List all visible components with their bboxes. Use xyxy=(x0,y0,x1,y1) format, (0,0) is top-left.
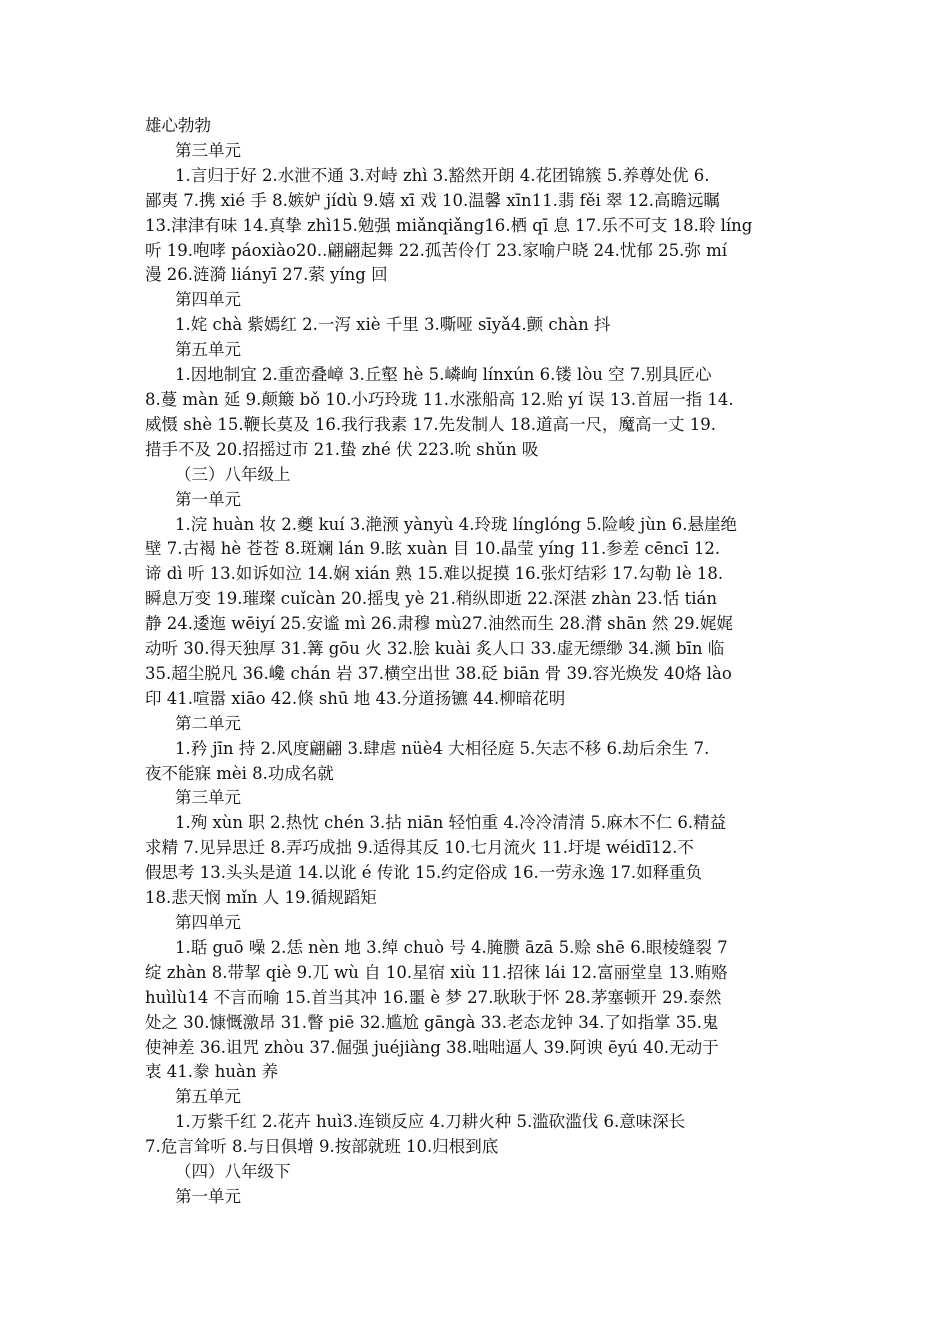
text-line: 1.矜 jīn 持 2.风度翩翩 3.肆虐 nüè4 大相径庭 5.矢志不移 6.劫后余生 7. xyxy=(175,738,710,758)
text-line: 瞬息万变 19.璀璨 cuǐcàn 20.摇曳 yè 21.稍纵即逝 22.深湛 zhàn 23.恬 tián xyxy=(145,589,717,609)
text-line: 1.浣 huàn 妆 2.夔 kuí 3.滟滪 yànyù 4.玲珑 línglóng 5.险峻 jùn 6.悬崖绝 xyxy=(175,514,738,534)
text-line: 听 19.咆哮 páoxiào20..翩翩起舞 22.孤苦伶仃 23.家喻户晓 24.忧郁 25.弥 mí xyxy=(145,240,728,260)
text-line: 35.超尘脱凡 36.巉 chán 岩 37.横空出世 38.砭 biān 骨 39.容光焕发 40烙 lào xyxy=(145,663,732,683)
text-line: 威慑 shè 15.鞭长莫及 16.我行我素 17.先发制人 18.道高一尺，魔高一丈 19. xyxy=(145,414,717,434)
unit-heading: 第三单元 xyxy=(175,788,241,808)
text-line: huìlù14 不言而喻 15.首当其冲 16.噩 è 梦 27.耿耿于怀 28.茅塞顿开 29.泰然 xyxy=(145,987,722,1007)
text-line: 1.聒 guō 噪 2.恁 nèn 地 3.绰 chuò 号 4.腌臜 āzā 5.赊 shē 6.眼棱缝裂 7 xyxy=(175,937,728,957)
text-line: 雄心勃勃 xyxy=(145,116,211,135)
text-line: 求精 7.见异思迁 8.弄巧成拙 9.适得其反 10.七月流火 11.圩堤 wéidī12.不 xyxy=(145,838,694,858)
document-page xyxy=(145,114,810,1210)
text-line: 静 24.逶迤 wēiyí 25.安谧 mì 26.肃穆 mù27.油然而生 28.潸 shān 然 29.娓娓 xyxy=(145,614,733,634)
text-line: 使神差 36.诅咒 zhòu 37.倔强 juéjiàng 38.咄咄逼人 39.阿谀 ēyú 40.无动于 xyxy=(145,1037,719,1057)
text-line: 1.殉 xùn 职 2.热忱 chén 3.拈 niān 轻怕重 4.冷冷清清 5.麻木不仁 6.精益 xyxy=(175,813,727,833)
text-line: 1.姹 chà 紫嫣红 2.一泻 xiè 千里 3.嘶哑 sīyǎ4.颤 chàn 抖 xyxy=(175,315,611,335)
unit-heading: 第三单元 xyxy=(175,140,241,160)
text-line: 措手不及 20.招摇过市 21.蛰 zhé 伏 223.吮 shǔn 吸 xyxy=(145,439,539,459)
unit-heading: 第二单元 xyxy=(175,713,241,733)
text-line: 印 41.喧嚣 xiāo 42.倏 shū 地 43.分道扬镳 44.柳暗花明 xyxy=(145,688,566,708)
text-line: 绽 zhàn 8.带挈 qiè 9.兀 wù 自 10.星宿 xiù 11.招徕 lái 12.富丽堂皇 13.贿赂 xyxy=(145,962,728,982)
text-line: 漫 26.涟漪 liányī 27.萦 yíng 回 xyxy=(145,265,388,285)
text-line: 壁 7.古褐 hè 苍苍 8.斑斓 lán 9.眩 xuàn 目 10.晶莹 yíng 11.参差 cēncī 12. xyxy=(145,539,721,559)
text-line: 8.蔓 màn 延 9.颠簸 bǒ 10.小巧玲珑 11.水涨船高 12.贻 yí 误 13.首屈一指 14. xyxy=(145,389,734,409)
text-line: 13.津津有味 14.真挚 zhì15.勉强 miǎnqiǎng16.栖 qī 息 17.乐不可支 18.聆 líng xyxy=(145,215,753,235)
text-line: 动听 30.得天独厚 31.篝 gōu 火 32.脍 kuài 炙人口 33.虚无缥缈 34.濒 bīn 临 xyxy=(145,639,725,659)
unit-heading: 第一单元 xyxy=(175,489,241,509)
unit-heading: 第一单元 xyxy=(175,1186,241,1206)
text-line: 1.因地制宜 2.重峦叠嶂 3.丘壑 hè 5.嶙峋 línxún 6.镂 lòu 空 7.别具匠心 xyxy=(175,365,712,385)
text-line: 18.悲天悯 mǐn 人 19.循规蹈矩 xyxy=(145,888,377,908)
unit-heading: 第四单元 xyxy=(175,290,241,310)
grade-heading: （四）八年级下 xyxy=(175,1162,291,1182)
text-line: 谛 dì 听 13.如诉如泣 14.娴 xián 熟 15.难以捉摸 16.张灯结彩 17.勾勒 lè 18. xyxy=(145,564,724,584)
text-line: 鄙夷 7.携 xié 手 8.嫉妒 jídù 9.嬉 xī 戏 10.温馨 xīn11.翡 fěi 翠 12.高瞻远瞩 xyxy=(145,190,721,210)
text-line: 1.万紫千红 2.花卉 huì3.连锁反应 4.刀耕火种 5.滥砍滥伐 6.意味深长 xyxy=(175,1112,686,1132)
grade-heading: （三）八年级上 xyxy=(175,464,291,484)
unit-heading: 第四单元 xyxy=(175,913,241,932)
text-line: 假思考 13.头头是道 14.以讹 é 传讹 15.约定俗成 16.一劳永逸 17.如释重负 xyxy=(145,863,703,883)
unit-heading: 第五单元 xyxy=(175,1087,241,1107)
text-line: 处之 30.慷慨激昂 31.瞥 piē 32.尴尬 gāngà 33.老态龙钟 34.了如指掌 35.鬼 xyxy=(145,1012,719,1032)
text-line: 1.言归于好 2.水泄不通 3.对峙 zhì 3.豁然开朗 4.花团锦簇 5.养尊处优 6. xyxy=(175,165,710,185)
text-line: 7.危言耸听 8.与日俱增 9.按部就班 10.归根到底 xyxy=(145,1137,499,1157)
text-line: 衷 41.豢 huàn 养 xyxy=(145,1062,279,1082)
text-line: 夜不能寐 mèi 8.功成名就 xyxy=(145,763,334,783)
unit-heading: 第五单元 xyxy=(175,340,241,360)
